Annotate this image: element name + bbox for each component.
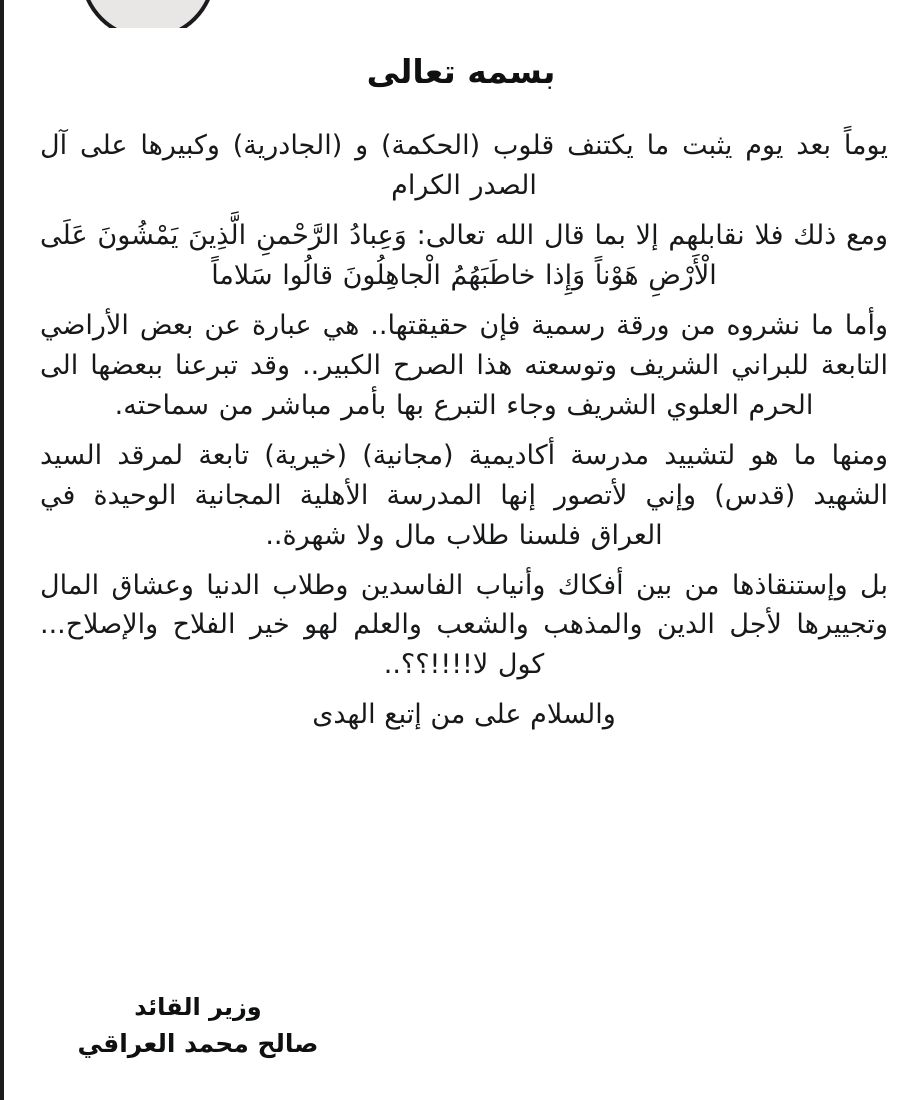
paragraph-3: وأما ما نشروه من ورقة رسمية فإن حقيقتها.. هي عبارة عن بعض الأراضي التابعة للبراني الشريف وتوسعته هذا الصرح الكبير.. وقد تبرعنا ببعضها الى الحرم العلوي الشريف وجاء التبرع بها بأمر مباشر من سماحته. [40, 309, 888, 421]
page-title: بسمه تعالى [366, 52, 556, 91]
paragraph-4: ومنها ما هو لتشييد مدرسة أكاديمية (مجانية) (خيرية) تابعة لمرقد السيد الشهيد (قدس) وإني لأتصور إنها المدرسة الأهلية المجانية الوحيدة في العراق فلسنا طلاب مال ولا شهرة.. [40, 439, 888, 551]
signature-name: صالح محمد العراقي [77, 1028, 319, 1058]
signature-role: وزير القائد [134, 992, 262, 1021]
seal-circle-icon [80, 0, 216, 28]
paragraph-2-quran-verse: ومع ذلك فلا نقابلهم إلا بما قال الله تعالى: وَعِبادُ الرَّحْمنِ الَّذِينَ يَمْشُونَ عَلَى الْأَرْضِ هَوْناً وَإِذا خاطَبَهُمُ الْجاهِلُونَ قالُوا سَلاماً [40, 219, 888, 291]
closing-salutation: والسلام على من إتبع الهدى [312, 699, 616, 731]
document-body [40, 126, 888, 735]
signature-block [48, 989, 348, 1063]
seal-inner-text [116, 0, 180, 28]
paragraph-5: بل وإستنقاذها من بين أفكاك وأنياب الفاسدين وطلاب الدنيا وعشاق المال وتجييرها لأجل الدين والمذهب والشعب والعلم لهو خير الفلاح والإصلاح... كول لا!!!!؟؟.. [40, 569, 888, 681]
official-seal [80, 0, 216, 28]
paragraph-1: يوماً بعد يوم يثبت ما يكتنف قلوب (الحكمة) و (الجادرية) وكبيرها على آل الصدر الكرام [40, 130, 888, 201]
